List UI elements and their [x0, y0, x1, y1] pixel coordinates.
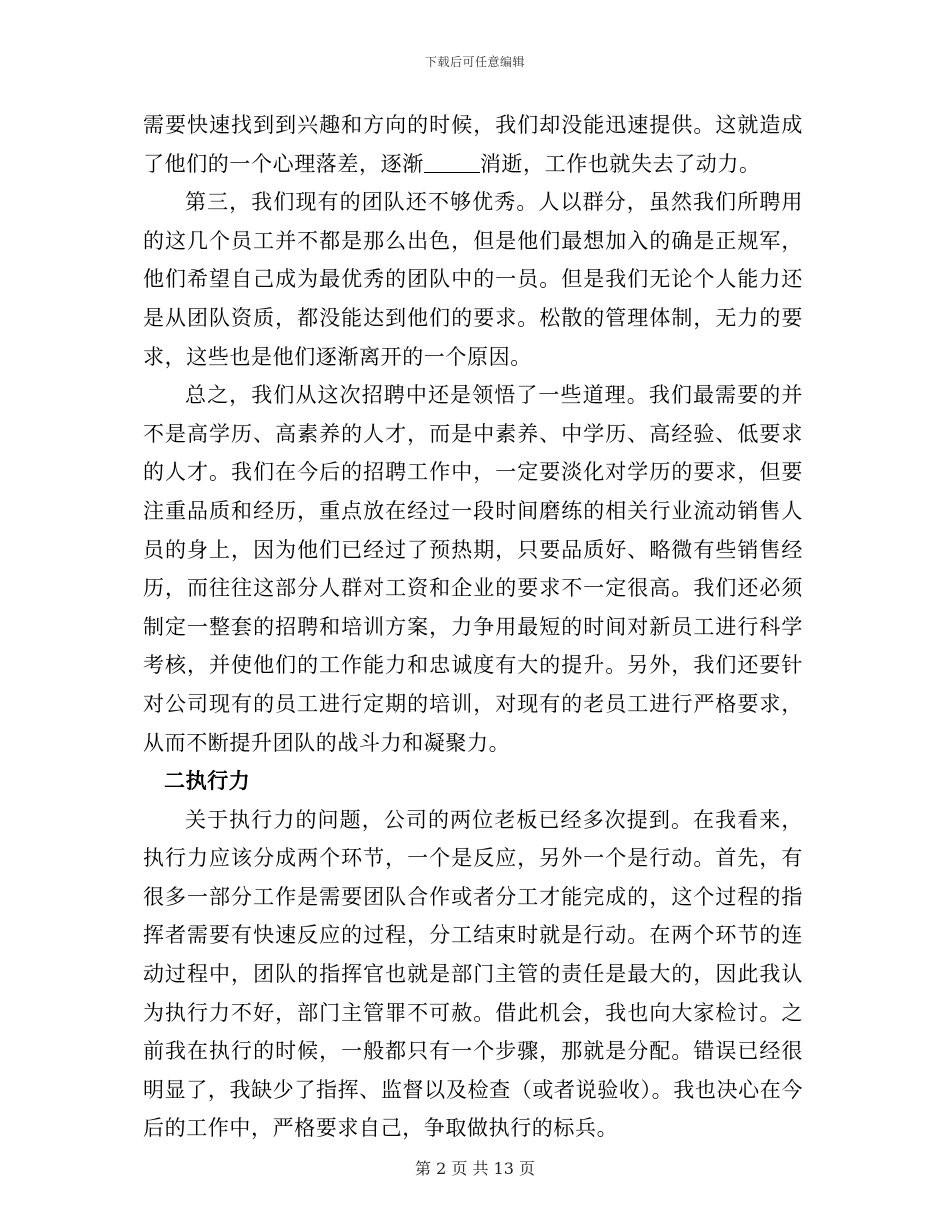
paragraph-summary: 总之，我们从这次招聘中还是领悟了一些道理。我们最需要的并不是高学历、高素养的人才，而是中素养、中学历、高经验、低要求的人才。我们在今后的招聘工作中，一定要淡化对学历的要求，但要注重品质和经历，重点放在经过一段时间磨练的相关行业流动销售人员的身上，因为他们已经过了预热期，只要品质好、略微有些销售经历，而往往这部分人群对工资和企业的要求不一定很高。我们还必须制定一整套的招聘和培训方案，力争用最短的时间对新员工进行科学考核，并使他们的工作能力和忠诚度有大的提升。另外，我们还要针对公司现有的员工进行定期的培训，对现有的老员工进行严格要求，从而不断提升团队的战斗力和凝聚力。 [143, 383, 803, 755]
page-header: 下载后可任意编辑 [424, 55, 525, 69]
document-body [143, 106, 803, 1148]
page-footer: 第 2 页 共 13 页 [415, 1159, 535, 1178]
paragraph-execution: 关于执行力的问题，公司的两位老板已经多次提到。在我看来，执行力应该分成两个环节，一个是反应，另外一个是行动。首先，有很多一部分工作是需要团队合作或者分工才能完成的，这个过程的指挥者需要有快速反应的过程，分工结束时就是行动。在两个环节的连动过程中，团队的指挥官也就是部门主管的责任是最大的，因此我认为执行力不好，部门主管罪不可赦。借此机会，我也向大家检讨。之前我在执行的时候，一般都只有一个步骤，那就是分配。错误已经很明显了，我缺少了指挥、监督以及检查（或者说验收）。我也决心在今后的工作中，严格要求自己，争取做执行的标兵。 [143, 807, 803, 1141]
paragraph-continuation [143, 106, 803, 183]
paragraph-text: 需要快速找到到兴趣和方向的时候，我们却没能迅速提供。这就造成了他们的一个心理落差，逐渐 [143, 113, 803, 176]
paragraph-third-reason: 第三，我们现有的团队还不够优秀。人以群分，虽然我们所聘用的这几个员工并不都是那么出色，但是他们最想加入的确是正规军，他们希望自己成为最优秀的团队中的一员。但是我们无论个人能力还是从团队资质，都没能达到他们的要求。松散的管理体制，无力的要求，这些也是他们逐渐离开的一个原因。 [143, 190, 803, 369]
blank-underline [424, 152, 480, 173]
paragraph-text: 消逝，工作也就失去了动力。 [479, 151, 761, 176]
section-heading: 二执行力 [164, 768, 251, 794]
